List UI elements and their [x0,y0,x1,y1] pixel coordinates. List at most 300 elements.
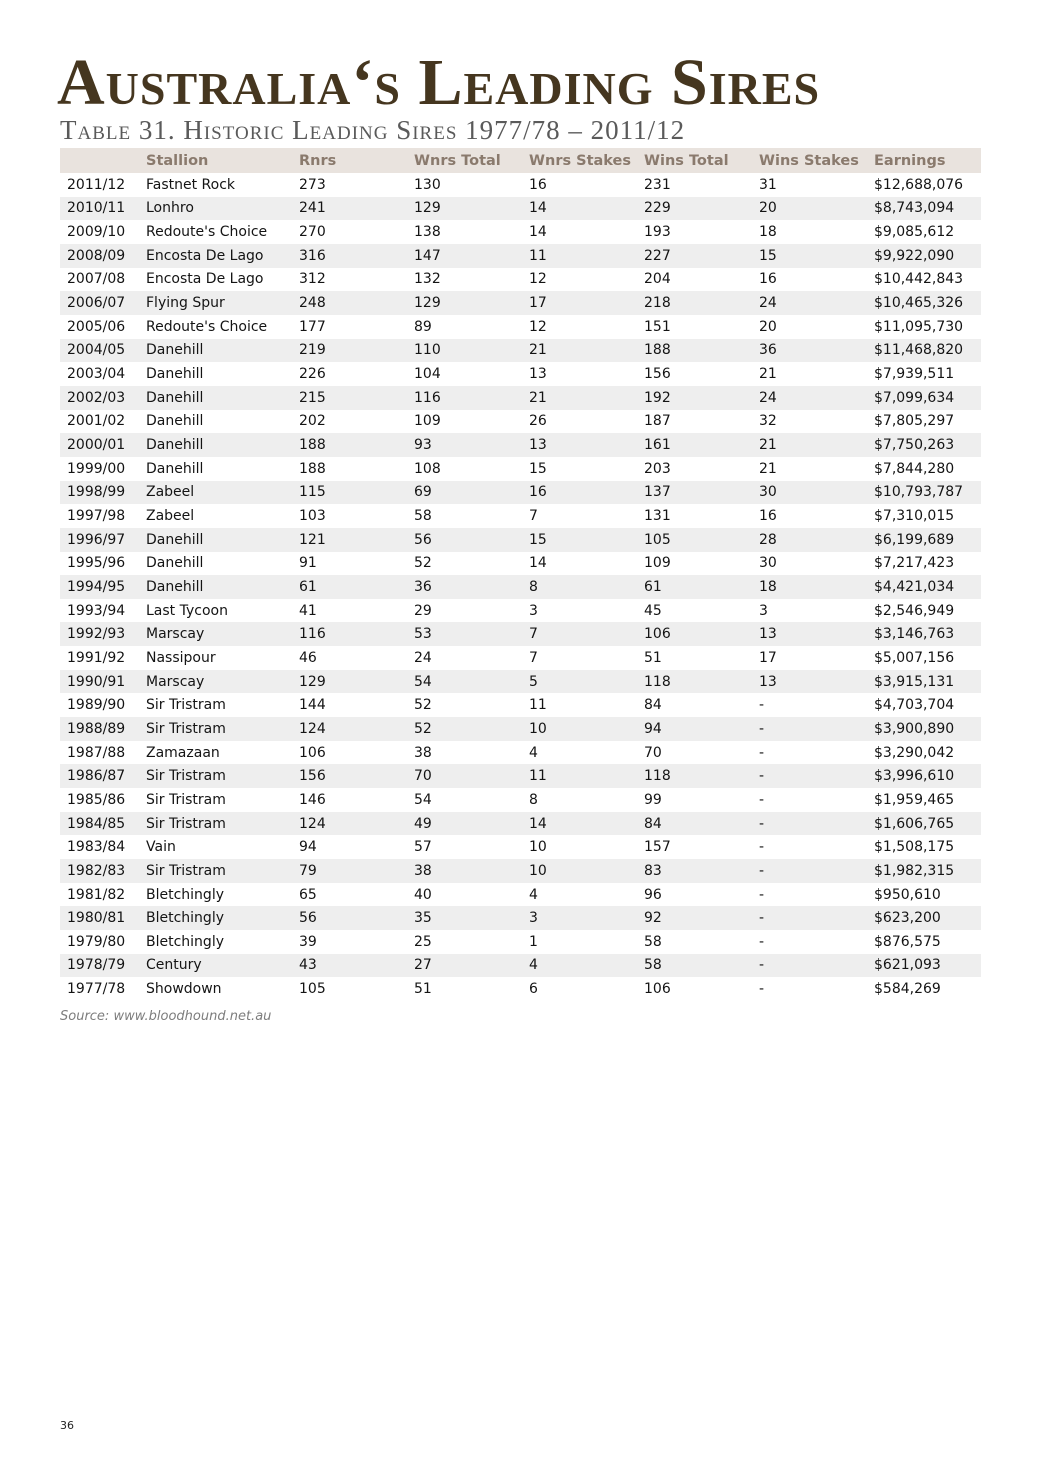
cell-season: 1991/92 [67,649,126,666]
cell-wins-stakes: 21 [759,433,874,457]
cell-wins-stakes: 21 [759,460,777,477]
cell-season: 1998/99 [60,481,146,505]
cell-wnrs-total: 38 [414,744,432,761]
cell-wins-total: 188 [644,339,759,363]
cell-stallion: Bletchingly [146,906,299,930]
cell-wins-total: 229 [644,197,759,221]
cell-wnrs-total: 129 [414,291,529,315]
cell-earnings: $1,508,175 [874,839,955,856]
cell-stallion: Vain [146,839,176,856]
cell-earnings: $7,310,015 [874,508,955,525]
cell-wnrs-stakes: 21 [529,386,644,410]
table-row [60,386,981,410]
cell-stallion: Showdown [146,981,222,998]
cell-wins-total: 61 [644,575,759,599]
cell-earnings: $11,468,820 [874,339,981,363]
table-row [60,268,981,292]
cell-wnrs-stakes: 10 [529,717,644,741]
cell-wins-stakes: 16 [759,508,777,525]
cell-wins-total: 58 [644,933,662,950]
cell-rnrs: 56 [299,906,414,930]
cell-rnrs: 124 [299,717,414,741]
cell-stallion: Fastnet Rock [146,176,236,193]
cell-season: 2002/03 [60,386,146,410]
cell-stallion: Redoute's Choice [146,224,268,241]
cell-wins-total: 131 [644,508,671,525]
cell-rnrs: 248 [299,291,414,315]
cell-wins-stakes: 13 [759,670,874,694]
cell-wnrs-stakes: 16 [529,176,547,193]
cell-wnrs-stakes: 17 [529,291,644,315]
cell-wnrs-total: 52 [414,717,529,741]
cell-wnrs-stakes: 8 [529,791,538,808]
cell-earnings: $621,093 [874,954,981,978]
cell-stallion: Flying Spur [146,291,299,315]
cell-earnings: $8,743,094 [874,197,981,221]
cell-wins-total: 92 [644,906,759,930]
page-number: 36 [60,1419,74,1432]
cell-stallion: Danehill [146,555,204,572]
cell-wins-stakes: - [759,906,874,930]
cell-earnings: $10,793,787 [874,481,981,505]
cell-wins-total: 83 [644,859,759,883]
cell-wins-stakes: 28 [759,528,874,552]
cell-season: 1993/94 [67,602,126,619]
cell-season: 1989/90 [67,697,126,714]
cell-stallion: Sir Tristram [146,764,299,788]
table-row [60,599,981,623]
table-row [60,693,981,717]
cell-stallion: Danehill [146,413,204,430]
cell-stallion: Danehill [146,575,299,599]
cell-season: 2008/09 [60,244,146,268]
cell-season: 2000/01 [60,433,146,457]
cell-wnrs-total: 147 [414,244,529,268]
cell-wins-total: 109 [644,555,671,572]
table-row [60,717,981,741]
cell-season: 1996/97 [60,528,146,552]
table-row [60,835,981,859]
cell-season: 1999/00 [67,460,126,477]
cell-wins-stakes: 24 [759,386,874,410]
cell-season: 1977/78 [67,981,126,998]
cell-wins-total: 58 [644,954,759,978]
column-header-wins-total: Wins Total [644,148,759,173]
cell-season: 2001/02 [67,413,126,430]
cell-wins-stakes: 20 [759,197,874,221]
table-row [60,906,981,930]
cell-stallion: Danehill [146,386,299,410]
table-header-row [60,148,981,173]
cell-wins-total: 137 [644,481,759,505]
cell-earnings: $3,146,763 [874,622,981,646]
cell-earnings: $9,922,090 [874,244,981,268]
cell-wnrs-stakes: 11 [529,697,547,714]
cell-wnrs-stakes: 10 [529,859,644,883]
cell-rnrs: 41 [299,602,317,619]
cell-rnrs: 188 [299,433,414,457]
cell-wins-stakes: 30 [759,481,874,505]
table-row [60,220,981,244]
cell-wins-stakes: 21 [759,366,777,383]
cell-season: 1983/84 [67,839,126,856]
page-title: Australia‘s Leading Sires [57,46,821,119]
cell-wins-total: 231 [644,176,671,193]
cell-wins-stakes: - [759,717,874,741]
cell-rnrs: 215 [299,386,414,410]
table-row [60,670,981,694]
cell-wins-stakes: - [759,791,765,808]
table-row [60,315,981,339]
cell-wnrs-total: 104 [414,366,441,383]
cell-rnrs: 105 [299,981,326,998]
cell-wnrs-stakes: 15 [529,528,644,552]
cell-rnrs: 115 [299,481,414,505]
cell-wins-total: 151 [644,318,671,335]
cell-wnrs-stakes: 10 [529,839,547,856]
cell-season: 1980/81 [60,906,146,930]
cell-wnrs-total: 132 [414,271,441,288]
cell-season: 1986/87 [60,764,146,788]
table-body [60,173,981,1001]
cell-wins-total: 218 [644,291,759,315]
cell-earnings: $7,844,280 [874,460,955,477]
cell-wnrs-stakes: 7 [529,508,538,525]
cell-rnrs: 106 [299,744,326,761]
column-header-wnrs-stakes: Wnrs Stakes [529,148,644,173]
cell-wins-stakes: - [759,859,874,883]
cell-rnrs: 202 [299,413,326,430]
cell-wins-stakes: - [759,812,874,836]
cell-wnrs-total: 129 [414,197,529,221]
cell-wnrs-stakes: 4 [529,744,538,761]
table-row [60,741,981,765]
column-header-wnrs-total: Wnrs Total [414,148,529,173]
table-row [60,244,981,268]
cell-wnrs-total: 38 [414,859,529,883]
cell-wnrs-total: 108 [414,460,441,477]
table-row [60,788,981,812]
table-row [60,977,981,1001]
cell-rnrs: 43 [299,954,414,978]
cell-wnrs-stakes: 15 [529,460,547,477]
cell-wnrs-total: 130 [414,176,441,193]
cell-season: 1978/79 [60,954,146,978]
cell-wnrs-total: 109 [414,413,441,430]
cell-wnrs-stakes: 13 [529,433,644,457]
cell-stallion: Encosta De Lago [146,244,299,268]
cell-wins-stakes: - [759,933,765,950]
cell-wnrs-total: 25 [414,933,432,950]
cell-earnings: $4,421,034 [874,575,981,599]
cell-stallion: Bletchingly [146,933,224,950]
cell-earnings: $3,290,042 [874,744,955,761]
cell-wins-total: 118 [644,764,759,788]
cell-rnrs: 61 [299,575,414,599]
table-row [60,552,981,576]
cell-wnrs-stakes: 11 [529,244,644,268]
cell-stallion: Marscay [146,670,299,694]
cell-wins-stakes: 24 [759,291,874,315]
cell-earnings: $7,099,634 [874,386,981,410]
cell-stallion: Bletchingly [146,886,224,903]
cell-wins-total: 45 [644,602,662,619]
cell-rnrs: 65 [299,886,317,903]
cell-earnings: $4,703,704 [874,697,955,714]
table-row [60,173,981,197]
cell-rnrs: 312 [299,271,326,288]
cell-wnrs-total: 69 [414,481,529,505]
cell-wnrs-total: 56 [414,528,529,552]
cell-wins-stakes: - [759,744,765,761]
cell-rnrs: 226 [299,366,326,383]
cell-wins-stakes: 30 [759,555,777,572]
cell-season: 1995/96 [67,555,126,572]
cell-rnrs: 188 [299,460,326,477]
cell-rnrs: 94 [299,839,317,856]
cell-wnrs-stakes: 7 [529,622,644,646]
table-row [60,812,981,836]
cell-season: 1997/98 [67,508,126,525]
cell-season: 2007/08 [67,271,126,288]
table-row [60,859,981,883]
cell-stallion: Sir Tristram [146,697,226,714]
table-row [60,339,981,363]
cell-stallion: Danehill [146,433,299,457]
cell-stallion: Lonhro [146,197,299,221]
leading-sires-table [60,148,981,1001]
cell-earnings: $623,200 [874,906,981,930]
cell-wnrs-total: 36 [414,575,529,599]
cell-wnrs-stakes: 14 [529,812,644,836]
cell-wins-total: 51 [644,649,662,666]
cell-wins-total: 187 [644,413,671,430]
cell-wins-total: 84 [644,697,662,714]
cell-stallion: Redoute's Choice [146,318,268,335]
cell-season: 1981/82 [67,886,126,903]
cell-earnings: $7,217,423 [874,555,955,572]
cell-season: 1992/93 [60,622,146,646]
cell-wins-stakes: 3 [759,602,768,619]
cell-wins-stakes: - [759,839,765,856]
column-header-stallion: Stallion [146,148,299,173]
cell-rnrs: 177 [299,318,326,335]
cell-earnings: $7,939,511 [874,366,955,383]
cell-season: 1987/88 [67,744,126,761]
table-caption: Table 31. Historic Leading Sires 1977/78 – 2011/12 [60,115,686,145]
cell-wnrs-stakes: 14 [529,224,547,241]
cell-wnrs-total: 110 [414,339,529,363]
table-row [60,197,981,221]
cell-wnrs-total: 54 [414,670,529,694]
cell-wins-total: 84 [644,812,759,836]
cell-earnings: $5,007,156 [874,649,955,666]
cell-wins-stakes: - [759,886,765,903]
cell-stallion: Nassipour [146,649,216,666]
cell-stallion: Sir Tristram [146,859,299,883]
cell-wins-stakes: - [759,954,874,978]
table-row [60,646,981,670]
cell-wnrs-stakes: 3 [529,906,644,930]
source-note: Source: www.bloodhound.net.au [60,1009,272,1024]
cell-stallion: Marscay [146,622,299,646]
cell-wnrs-total: 58 [414,508,432,525]
column-header-earnings: Earnings [874,148,981,173]
cell-earnings: $950,610 [874,886,941,903]
cell-wnrs-stakes: 5 [529,670,644,694]
table-row [60,457,981,481]
cell-wins-total: 227 [644,244,759,268]
cell-wins-stakes: 13 [759,622,874,646]
cell-wins-stakes: 17 [759,649,777,666]
cell-wins-stakes: - [759,764,874,788]
cell-rnrs: 156 [299,764,414,788]
cell-wnrs-total: 27 [414,954,529,978]
cell-earnings: $7,750,263 [874,433,981,457]
cell-wnrs-stakes: 1 [529,933,538,950]
cell-season: 1988/89 [60,717,146,741]
cell-earnings: $12,688,076 [874,176,964,193]
cell-rnrs: 129 [299,670,414,694]
table-row [60,930,981,954]
cell-wnrs-stakes: 12 [529,318,547,335]
table-row [60,883,981,907]
cell-wnrs-total: 138 [414,224,441,241]
cell-wins-total: 204 [644,271,671,288]
cell-season: 1990/91 [60,670,146,694]
cell-wins-total: 96 [644,886,662,903]
cell-wins-stakes: 36 [759,339,874,363]
column-header-rnrs: Rnrs [299,148,414,173]
cell-wnrs-stakes: 7 [529,649,538,666]
cell-wins-total: 157 [644,839,671,856]
table-row [60,362,981,386]
table-row [60,504,981,528]
cell-rnrs: 46 [299,649,317,666]
table-row [60,954,981,978]
cell-earnings: $1,606,765 [874,812,981,836]
cell-rnrs: 273 [299,176,326,193]
cell-rnrs: 146 [299,791,326,808]
cell-wnrs-stakes: 4 [529,886,538,903]
cell-wnrs-total: 40 [414,886,432,903]
cell-rnrs: 121 [299,528,414,552]
cell-wins-total: 118 [644,670,759,694]
cell-rnrs: 103 [299,508,326,525]
cell-wins-stakes: 15 [759,244,874,268]
cell-wnrs-total: 49 [414,812,529,836]
cell-stallion: Danehill [146,366,204,383]
cell-wins-total: 203 [644,460,671,477]
cell-wnrs-stakes: 13 [529,366,547,383]
cell-season: 1985/86 [67,791,126,808]
cell-earnings: $584,269 [874,981,941,998]
cell-wins-stakes: 18 [759,575,874,599]
cell-stallion: Danehill [146,460,204,477]
table-row [60,528,981,552]
cell-wnrs-total: 52 [414,555,432,572]
cell-season: 2009/10 [67,224,126,241]
cell-stallion: Encosta De Lago [146,271,264,288]
cell-stallion: Last Tycoon [146,602,228,619]
cell-earnings: $1,959,465 [874,791,955,808]
cell-stallion: Danehill [146,339,299,363]
cell-stallion: Zabeel [146,481,299,505]
cell-rnrs: 39 [299,933,317,950]
cell-rnrs: 124 [299,812,414,836]
cell-season: 2010/11 [60,197,146,221]
cell-wnrs-total: 29 [414,602,432,619]
cell-stallion: Sir Tristram [146,791,226,808]
cell-earnings: $876,575 [874,933,941,950]
cell-season: 2004/05 [60,339,146,363]
cell-season: 2003/04 [67,366,126,383]
cell-season: 1984/85 [60,812,146,836]
cell-earnings: $2,546,949 [874,602,955,619]
cell-season: 1994/95 [60,575,146,599]
cell-wnrs-stakes: 6 [529,981,538,998]
cell-season: 2011/12 [67,176,126,193]
cell-earnings: $10,442,843 [874,271,964,288]
cell-wins-stakes: - [759,697,765,714]
cell-wnrs-stakes: 11 [529,764,644,788]
cell-wnrs-total: 52 [414,697,432,714]
cell-wins-total: 193 [644,224,671,241]
cell-wnrs-total: 53 [414,622,529,646]
cell-stallion: Zabeel [146,508,195,525]
cell-wnrs-stakes: 26 [529,413,547,430]
cell-wnrs-total: 93 [414,433,529,457]
table-row [60,481,981,505]
cell-wnrs-total: 54 [414,791,432,808]
table-row [60,291,981,315]
cell-rnrs: 316 [299,244,414,268]
cell-wnrs-total: 89 [414,318,432,335]
cell-stallion: Danehill [146,528,299,552]
table-row [60,622,981,646]
cell-earnings: $11,095,730 [874,318,964,335]
cell-rnrs: 270 [299,224,326,241]
cell-earnings: $3,900,890 [874,717,981,741]
table-row [60,575,981,599]
cell-wins-total: 106 [644,981,671,998]
cell-wins-total: 99 [644,791,662,808]
cell-wins-total: 192 [644,386,759,410]
cell-wins-stakes: 16 [759,271,777,288]
table-row [60,764,981,788]
cell-wnrs-stakes: 8 [529,575,644,599]
table-row [60,410,981,434]
cell-stallion: Sir Tristram [146,812,299,836]
cell-earnings: $10,465,326 [874,291,981,315]
cell-earnings: $3,996,610 [874,764,981,788]
cell-wnrs-total: 116 [414,386,529,410]
cell-wnrs-stakes: 12 [529,271,547,288]
cell-season: 2006/07 [60,291,146,315]
cell-wins-total: 156 [644,366,671,383]
cell-wins-stakes: 18 [759,224,777,241]
cell-earnings: $7,805,297 [874,413,955,430]
cell-stallion: Zamazaan [146,744,220,761]
cell-rnrs: 144 [299,697,326,714]
cell-wnrs-stakes: 14 [529,197,644,221]
cell-stallion: Century [146,954,299,978]
column-header-season [60,148,146,173]
cell-wnrs-total: 57 [414,839,432,856]
cell-rnrs: 116 [299,622,414,646]
cell-wins-stakes: 32 [759,413,777,430]
cell-wnrs-stakes: 21 [529,339,644,363]
